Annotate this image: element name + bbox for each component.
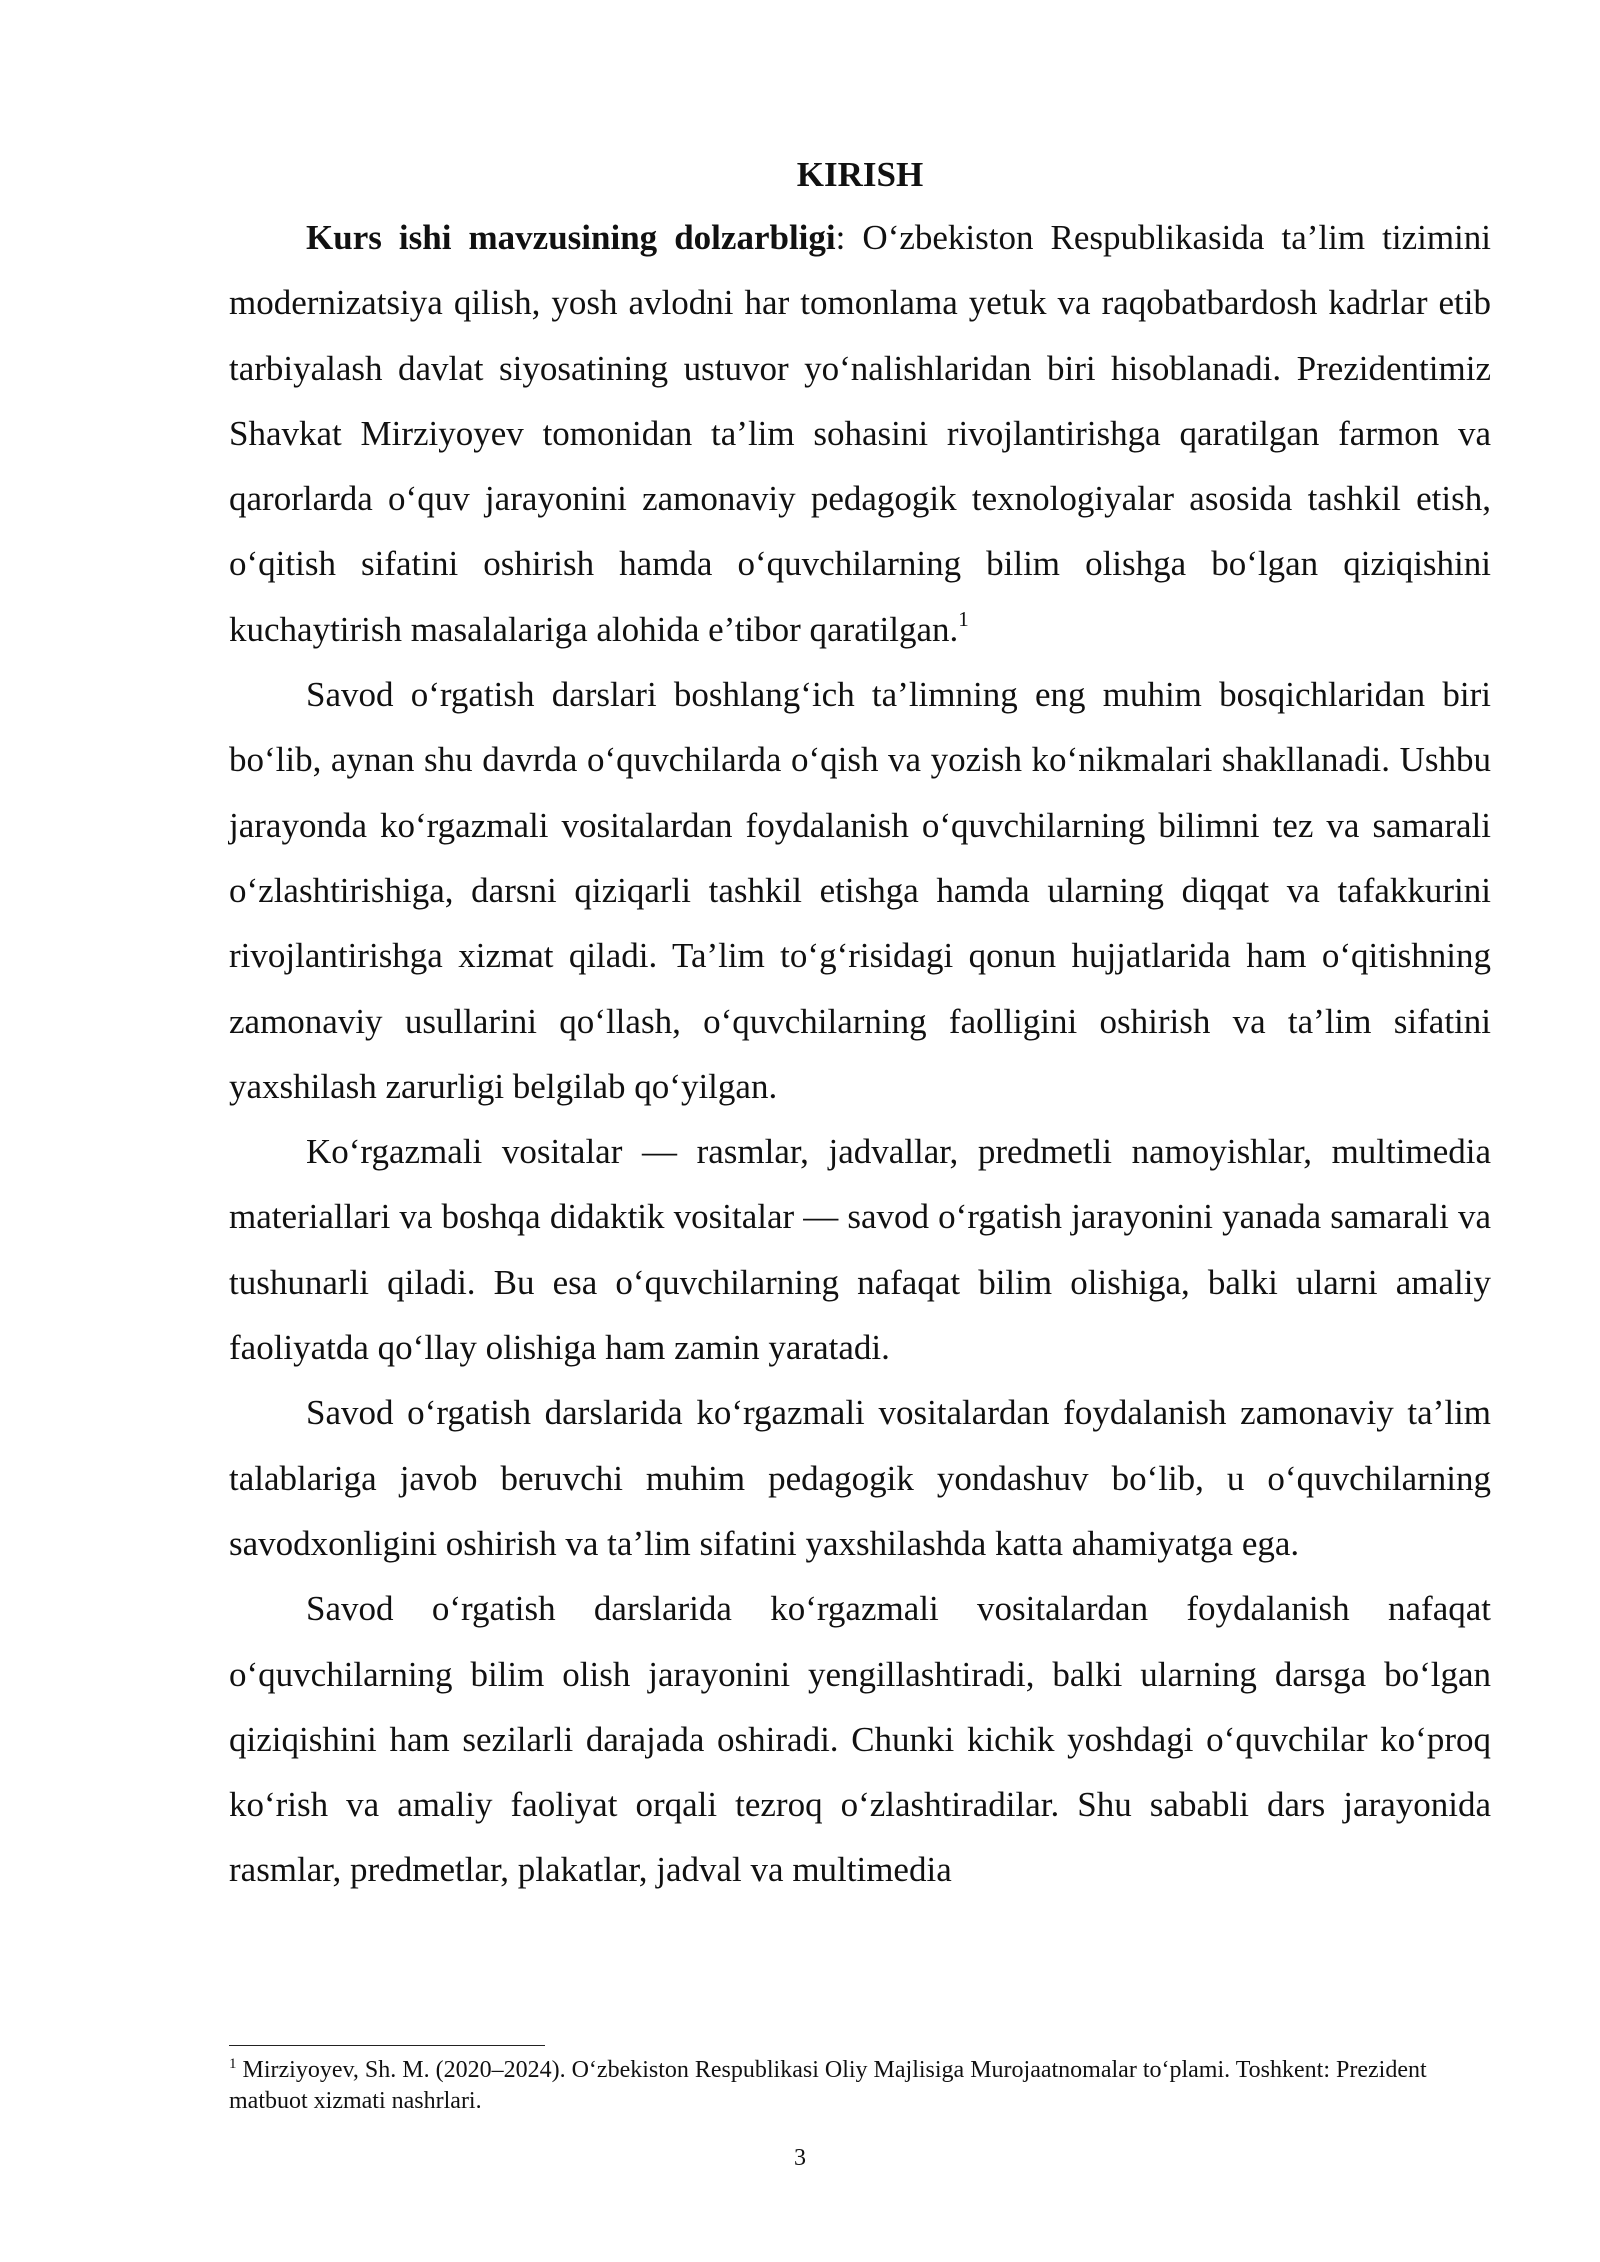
- page-body: [229, 145, 1491, 1903]
- body-paragraph-1: Savod o‘rgatish darslari boshlang‘ich ta’limning eng muhim bosqichlaridan biri bo‘lib, aynan shu davrda o‘quvchilarda o‘qish va yozish ko‘nikmalari shakllanadi. Ushbu jarayonda ko‘rgazmali vositalardan foydalanish o‘quvchilarning bilimni tez va samarali o‘zlashtirishiga, darsni qiziqarli tashkil etishga hamda ularning diqqat va tafakkurini rivojlantirishga xizmat qiladi. Ta’lim to‘g‘risidagi qonun hujjatlarida ham o‘qitishning zamonaviy usullarini qo‘llash, o‘quvchilarning faolligini oshirish va ta’lim sifatini yaxshilash zarurligi belgilab qo‘yilgan.: [229, 675, 1491, 1106]
- page-number: 3: [794, 2145, 806, 2171]
- body-paragraph-3: Savod o‘rgatish darslarida ko‘rgazmali vositalardan foydalanish zamonaviy ta’lim talablariga javob beruvchi muhim pedagogik yondashuv bo‘lib, u o‘quvchilarning savodxonligini oshirish va ta’lim sifatini yaxshilashda katta ahamiyatga ega.: [229, 1393, 1491, 1563]
- footnote-text: Mirziyoyev, Sh. M. (2020–2024). O‘zbekiston Respublikasi Oliy Majlisiga Murojaatnomalar to‘plami. Toshkent: Prezident matbuot xizmati nashrlari.: [229, 2057, 1427, 2114]
- intro-text: O‘zbekiston Respublikasida ta’lim tizimini modernizatsiya qilish, yosh avlodni har tomonlama yetuk va raqobatbardosh kadrlar etib tarbiyalash davlat siyosatining ustuvor yo‘nalishlaridan biri hisoblanadi. Prezidentimiz Shavkat Mirziyoyev tomonidan ta’lim sohasini rivojlantirishga qaratilgan farmon va qarorlarda o‘quv jarayonini zamonaviy pedagogik texnologiyalar asosida tashkil etish, o‘qitish sifatini oshirish hamda o‘quvchilarning bilim olishga bo‘lgan qiziqishini kuchaytirish masalalariga alohida e’tibor qaratilgan.: [229, 218, 1491, 649]
- body-paragraph-2: Ko‘rgazmali vositalar — rasmlar, jadvallar, predmetli namoyishlar, multimedia materiallari va boshqa didaktik vositalar — savod o‘rgatish jarayonini yanada samarali va tushunarli qiladi. Bu esa o‘quvchilarning nafaqat bilim olishiga, balki ularni amaliy faoliyatda qo‘llay olishiga ham zamin yaratadi.: [229, 1132, 1491, 1368]
- footnote: [229, 2055, 1491, 2117]
- page-title: KIRISH: [796, 155, 924, 194]
- body-paragraph-4: Savod o‘rgatish darslarida ko‘rgazmali vositalardan foydalanish nafaqat o‘quvchilarning bilim olish jarayonini yengillashtiradi, balki ularning darsga bo‘lgan qiziqishini ham sezilarli darajada oshiradi. Chunki kichik yoshdagi o‘quvchilar ko‘proq ko‘rish va amaliy faoliyat orqali tezroq o‘zlashtiradilar. Shu sababli dars jarayonida rasmlar, predmetlar, plakatlar, jadval va multimedia: [229, 1589, 1491, 1890]
- relevance-lead: Kurs ishi mavzusining dolzarbligi: [306, 218, 836, 257]
- footnote-reference[interactable]: 1: [958, 607, 969, 632]
- intro-paragraph: [229, 205, 1491, 662]
- footnote-separator: [229, 2045, 545, 2046]
- footnote-marker: 1: [229, 2056, 237, 2072]
- lead-separator: :: [835, 218, 846, 257]
